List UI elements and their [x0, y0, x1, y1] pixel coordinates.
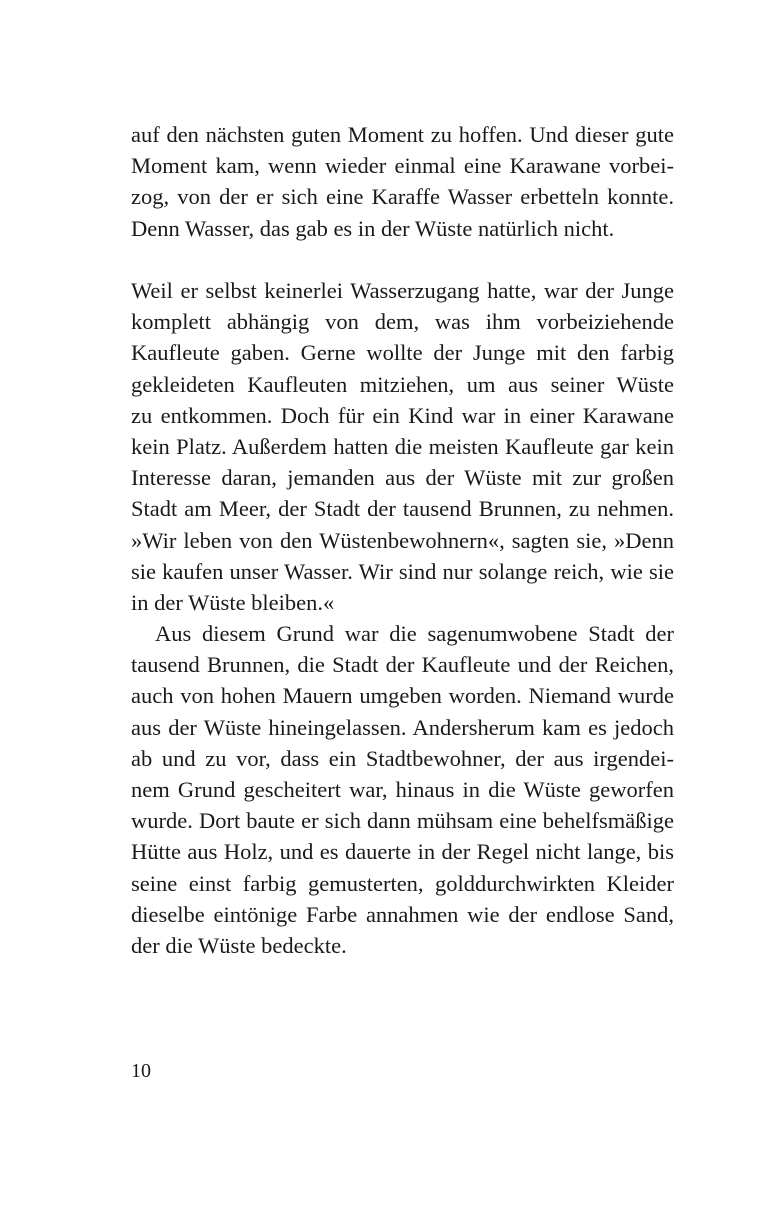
text-line: Aus diesem Grund war die sagenumwobene Stadt der [155, 621, 674, 647]
text-line: sie kaufen unser Wasser. Wir sind nur solange reich, wie sie [131, 558, 674, 584]
text-line: wurde. Dort baute er sich dann mühsam eine behelfsmäßige [131, 808, 674, 834]
text-line: aus der Wüste hineingelassen. Andersherum kam es jedoch [131, 714, 674, 740]
paragraph-2 [131, 275, 674, 618]
paragraph-group [131, 275, 674, 961]
text-line: Interesse daran, jemanden aus der Wüste mit zur großen [131, 465, 674, 491]
text-line: Moment kam, wenn wieder einmal eine Karawane vorbei- [131, 153, 674, 179]
text-line: ab und zu vor, dass ein Stadtbewohner, der aus irgendei- [131, 745, 674, 771]
text-line: tausend Brunnen, die Stadt der Kaufleute und der Reichen, [131, 652, 674, 678]
page-number: 10 [131, 1060, 151, 1082]
text-line: Stadt am Meer, der Stadt der tausend Brunnen, zu nehmen. [131, 496, 674, 522]
paragraph-1 [131, 119, 674, 244]
text-line: auf den nächsten guten Moment zu hoffen. Und dieser gute [131, 122, 674, 147]
text-line: Hütte aus Holz, und es dauerte in der Regel nicht lange, bis [131, 839, 674, 865]
text-line: Denn Wasser, das gab es in der Wüste natürlich nicht. [131, 215, 615, 241]
paragraph-3 [131, 618, 674, 961]
text-line: »Wir leben von den Wüstenbewohnern«, sagten sie, »Denn [131, 527, 674, 553]
text-line: seine einst farbig gemusterten, golddurchwirkten Kleider [131, 870, 674, 896]
text-line: Weil er selbst keinerlei Wasserzugang hatte, war der Junge [131, 278, 674, 303]
text-line: der die Wüste bedeckte. [131, 932, 347, 958]
text-line: dieselbe eintönige Farbe annahmen wie der endlose Sand, [131, 901, 674, 927]
text-line: nem Grund gescheitert war, hinaus in die Wüste geworfen [131, 777, 674, 802]
text-line: Kaufleute gaben. Gerne wollte der Junge mit den farbig [131, 340, 674, 366]
text-line: komplett abhängig von dem, was ihm vorbeiziehende [131, 309, 674, 335]
text-line: auch von hohen Mauern umgeben worden. Niemand wurde [131, 683, 674, 709]
text-line: zog, von der er sich eine Karaffe Wasser erbetteln konnte. [131, 184, 674, 210]
text-line: gekleideten Kaufleuten mitziehen, um aus seiner Wüste [131, 371, 674, 397]
text-line: zu entkommen. Doch für ein Kind war in einer Karawane [131, 402, 674, 428]
text-line: in der Wüste bleiben.« [131, 589, 335, 615]
text-line: kein Platz. Außerdem hatten die meisten Kaufleute gar kein [131, 433, 674, 459]
